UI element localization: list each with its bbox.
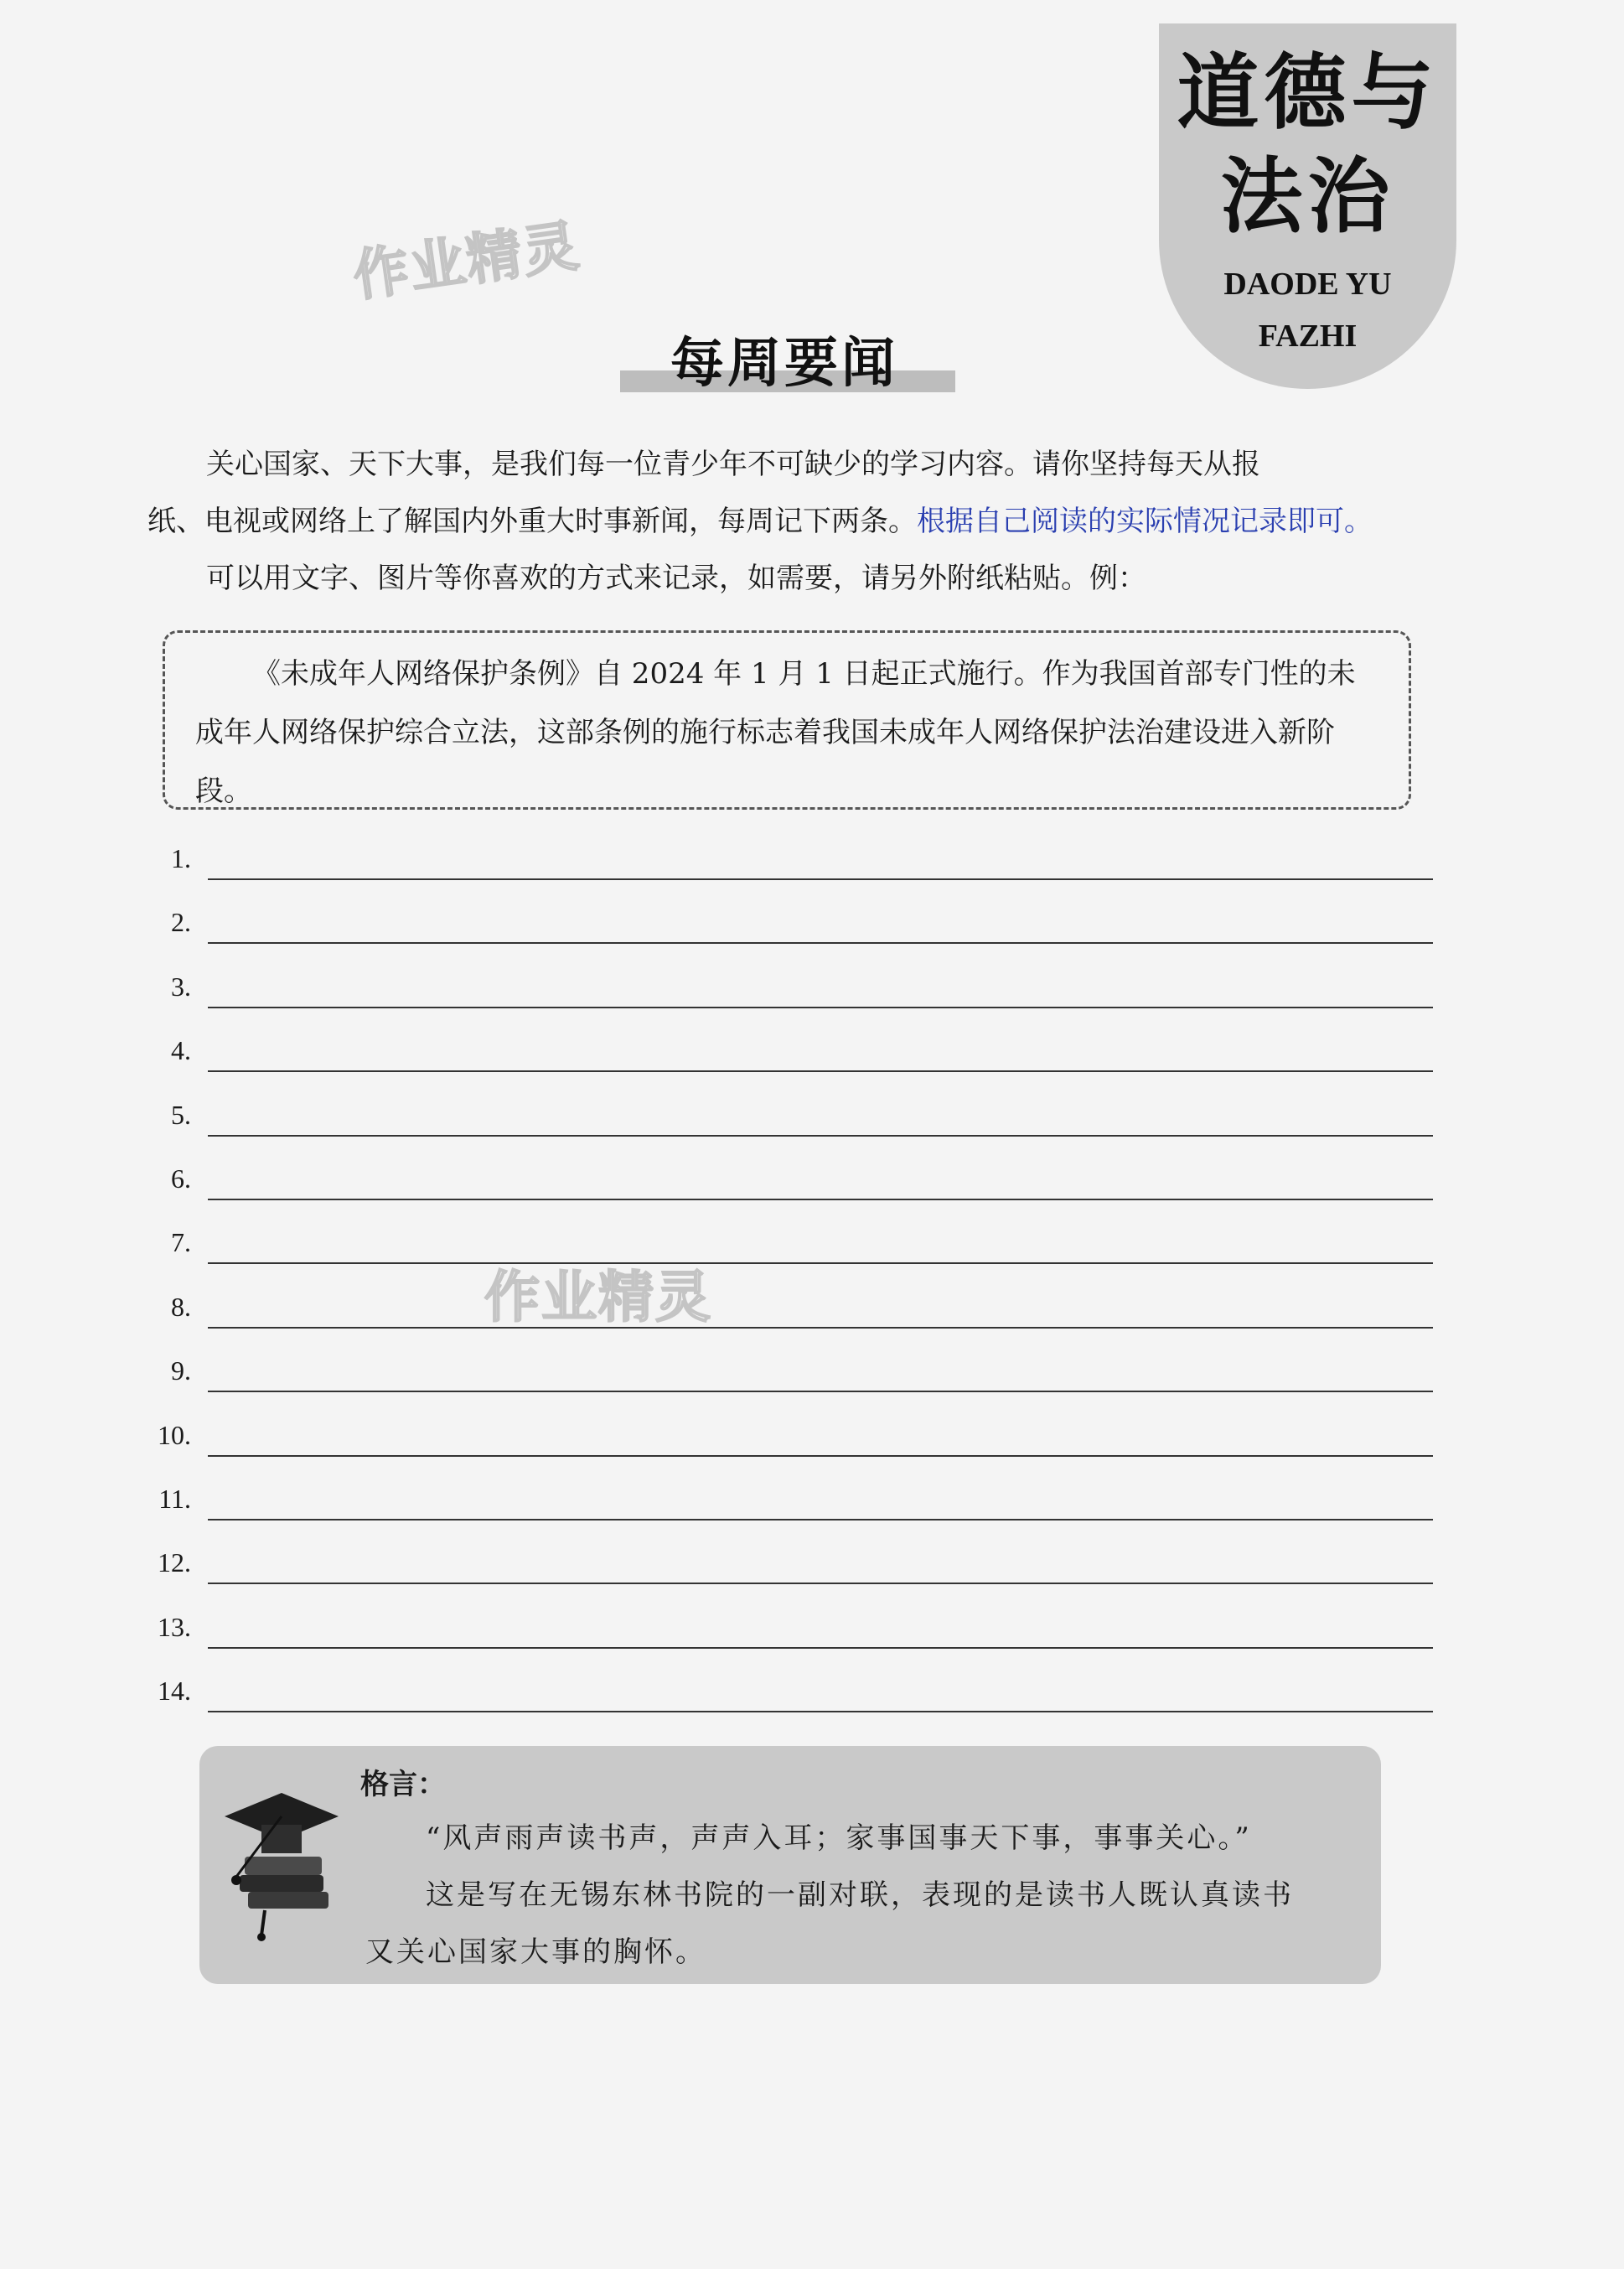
- line-number: 9.: [171, 1355, 191, 1386]
- answer-line[interactable]: [208, 1327, 1433, 1329]
- motto-explanation-line2: 又关心国家大事的胸怀。: [365, 1935, 706, 1969]
- answer-line-row: [142, 1032, 1433, 1096]
- answer-line-row: [142, 1160, 1433, 1224]
- motto-heading: 格言：: [360, 1768, 446, 1801]
- line-number: 12.: [158, 1547, 191, 1578]
- intro-paragraph-3: 可以用文字、图片等你喜欢的方式来记录，如需要，请另外附纸粘贴。例：: [206, 562, 1146, 595]
- line-number: 4.: [171, 1035, 191, 1066]
- motto-box: [199, 1746, 1381, 1984]
- answer-line[interactable]: [208, 878, 1433, 880]
- answer-line-row: [142, 1096, 1433, 1160]
- line-number: 11.: [158, 1483, 191, 1514]
- line-number: 13.: [158, 1611, 191, 1642]
- answer-line[interactable]: [208, 1455, 1433, 1457]
- answer-line-row: [142, 1672, 1433, 1736]
- answer-line[interactable]: [208, 1199, 1433, 1200]
- example-text: 《未成年人网络保护条例》自 2024 年 1 月 1 日起正式施行。作为我国首部专门性的未成年人网络保护综合立法，这部条例的施行标志着我国未成年人网络保护法治建设进入新阶段。: [195, 657, 1356, 808]
- page-title: 每周要闻: [670, 332, 898, 395]
- answer-line[interactable]: [208, 1647, 1433, 1649]
- answer-line[interactable]: [208, 1391, 1433, 1392]
- answer-line-row: [142, 1352, 1433, 1416]
- line-number: 6.: [171, 1163, 191, 1194]
- handwritten-note: 根据自己阅读的实际情况记录即可。: [917, 505, 1373, 538]
- answer-line[interactable]: [208, 1711, 1433, 1712]
- answer-line-row: [142, 1544, 1433, 1608]
- graduation-cap-books-icon: [223, 1776, 340, 1944]
- answer-line[interactable]: [208, 1135, 1433, 1137]
- subject-badge: [1159, 23, 1456, 389]
- intro-paragraph-1: 关心国家、天下大事，是我们每一位青少年不可缺少的学习内容。请你坚持每天从报: [206, 448, 1260, 481]
- badge-title-line1: 道德与: [1177, 44, 1439, 141]
- line-number: 14.: [158, 1676, 191, 1707]
- badge-title-line2: 法治: [1220, 148, 1395, 245]
- answer-line-row: [142, 1480, 1433, 1544]
- answer-line-row: [142, 1224, 1433, 1287]
- answer-line[interactable]: [208, 1519, 1433, 1520]
- answer-line-row: [142, 840, 1433, 904]
- line-number: 8.: [171, 1291, 191, 1322]
- line-number: 3.: [171, 971, 191, 1002]
- answer-line-row: [142, 904, 1433, 967]
- answer-line[interactable]: [208, 1007, 1433, 1008]
- badge-pinyin-line2: FAZHI: [1258, 319, 1358, 354]
- answer-line-row: [142, 968, 1433, 1032]
- answer-lines: [142, 840, 1433, 1736]
- motto-explanation-line1: 这是写在无锡东林书院的一副对联，表现的是读书人既认真读书: [426, 1878, 1294, 1912]
- badge-pinyin-line1: DAODE YU: [1223, 267, 1392, 302]
- line-number: 2.: [171, 907, 191, 938]
- answer-line[interactable]: [208, 1583, 1433, 1584]
- line-number: 5.: [171, 1099, 191, 1130]
- motto-quote: “风声雨声读书声，声声入耳；家事国事天下事，事事关心。”: [426, 1821, 1252, 1855]
- watermark-top: 作业精灵: [349, 213, 584, 309]
- watermark-middle: 作业精灵: [484, 1265, 712, 1329]
- line-number: 7.: [171, 1227, 191, 1258]
- answer-line-row: [142, 1609, 1433, 1672]
- intro-text: 纸、电视或网络上了解国内外重大时事新闻，每周记下两条。: [147, 505, 917, 538]
- line-number: 1.: [171, 843, 191, 873]
- answer-line[interactable]: [208, 942, 1433, 944]
- answer-line[interactable]: [208, 1070, 1433, 1072]
- answer-line-row: [142, 1417, 1433, 1480]
- answer-line[interactable]: [208, 1262, 1433, 1264]
- line-number: 10.: [158, 1419, 191, 1450]
- example-box: [163, 630, 1411, 810]
- intro-paragraph-2: [147, 493, 1530, 550]
- answer-line-row: [142, 1288, 1433, 1352]
- section-title: [620, 320, 972, 397]
